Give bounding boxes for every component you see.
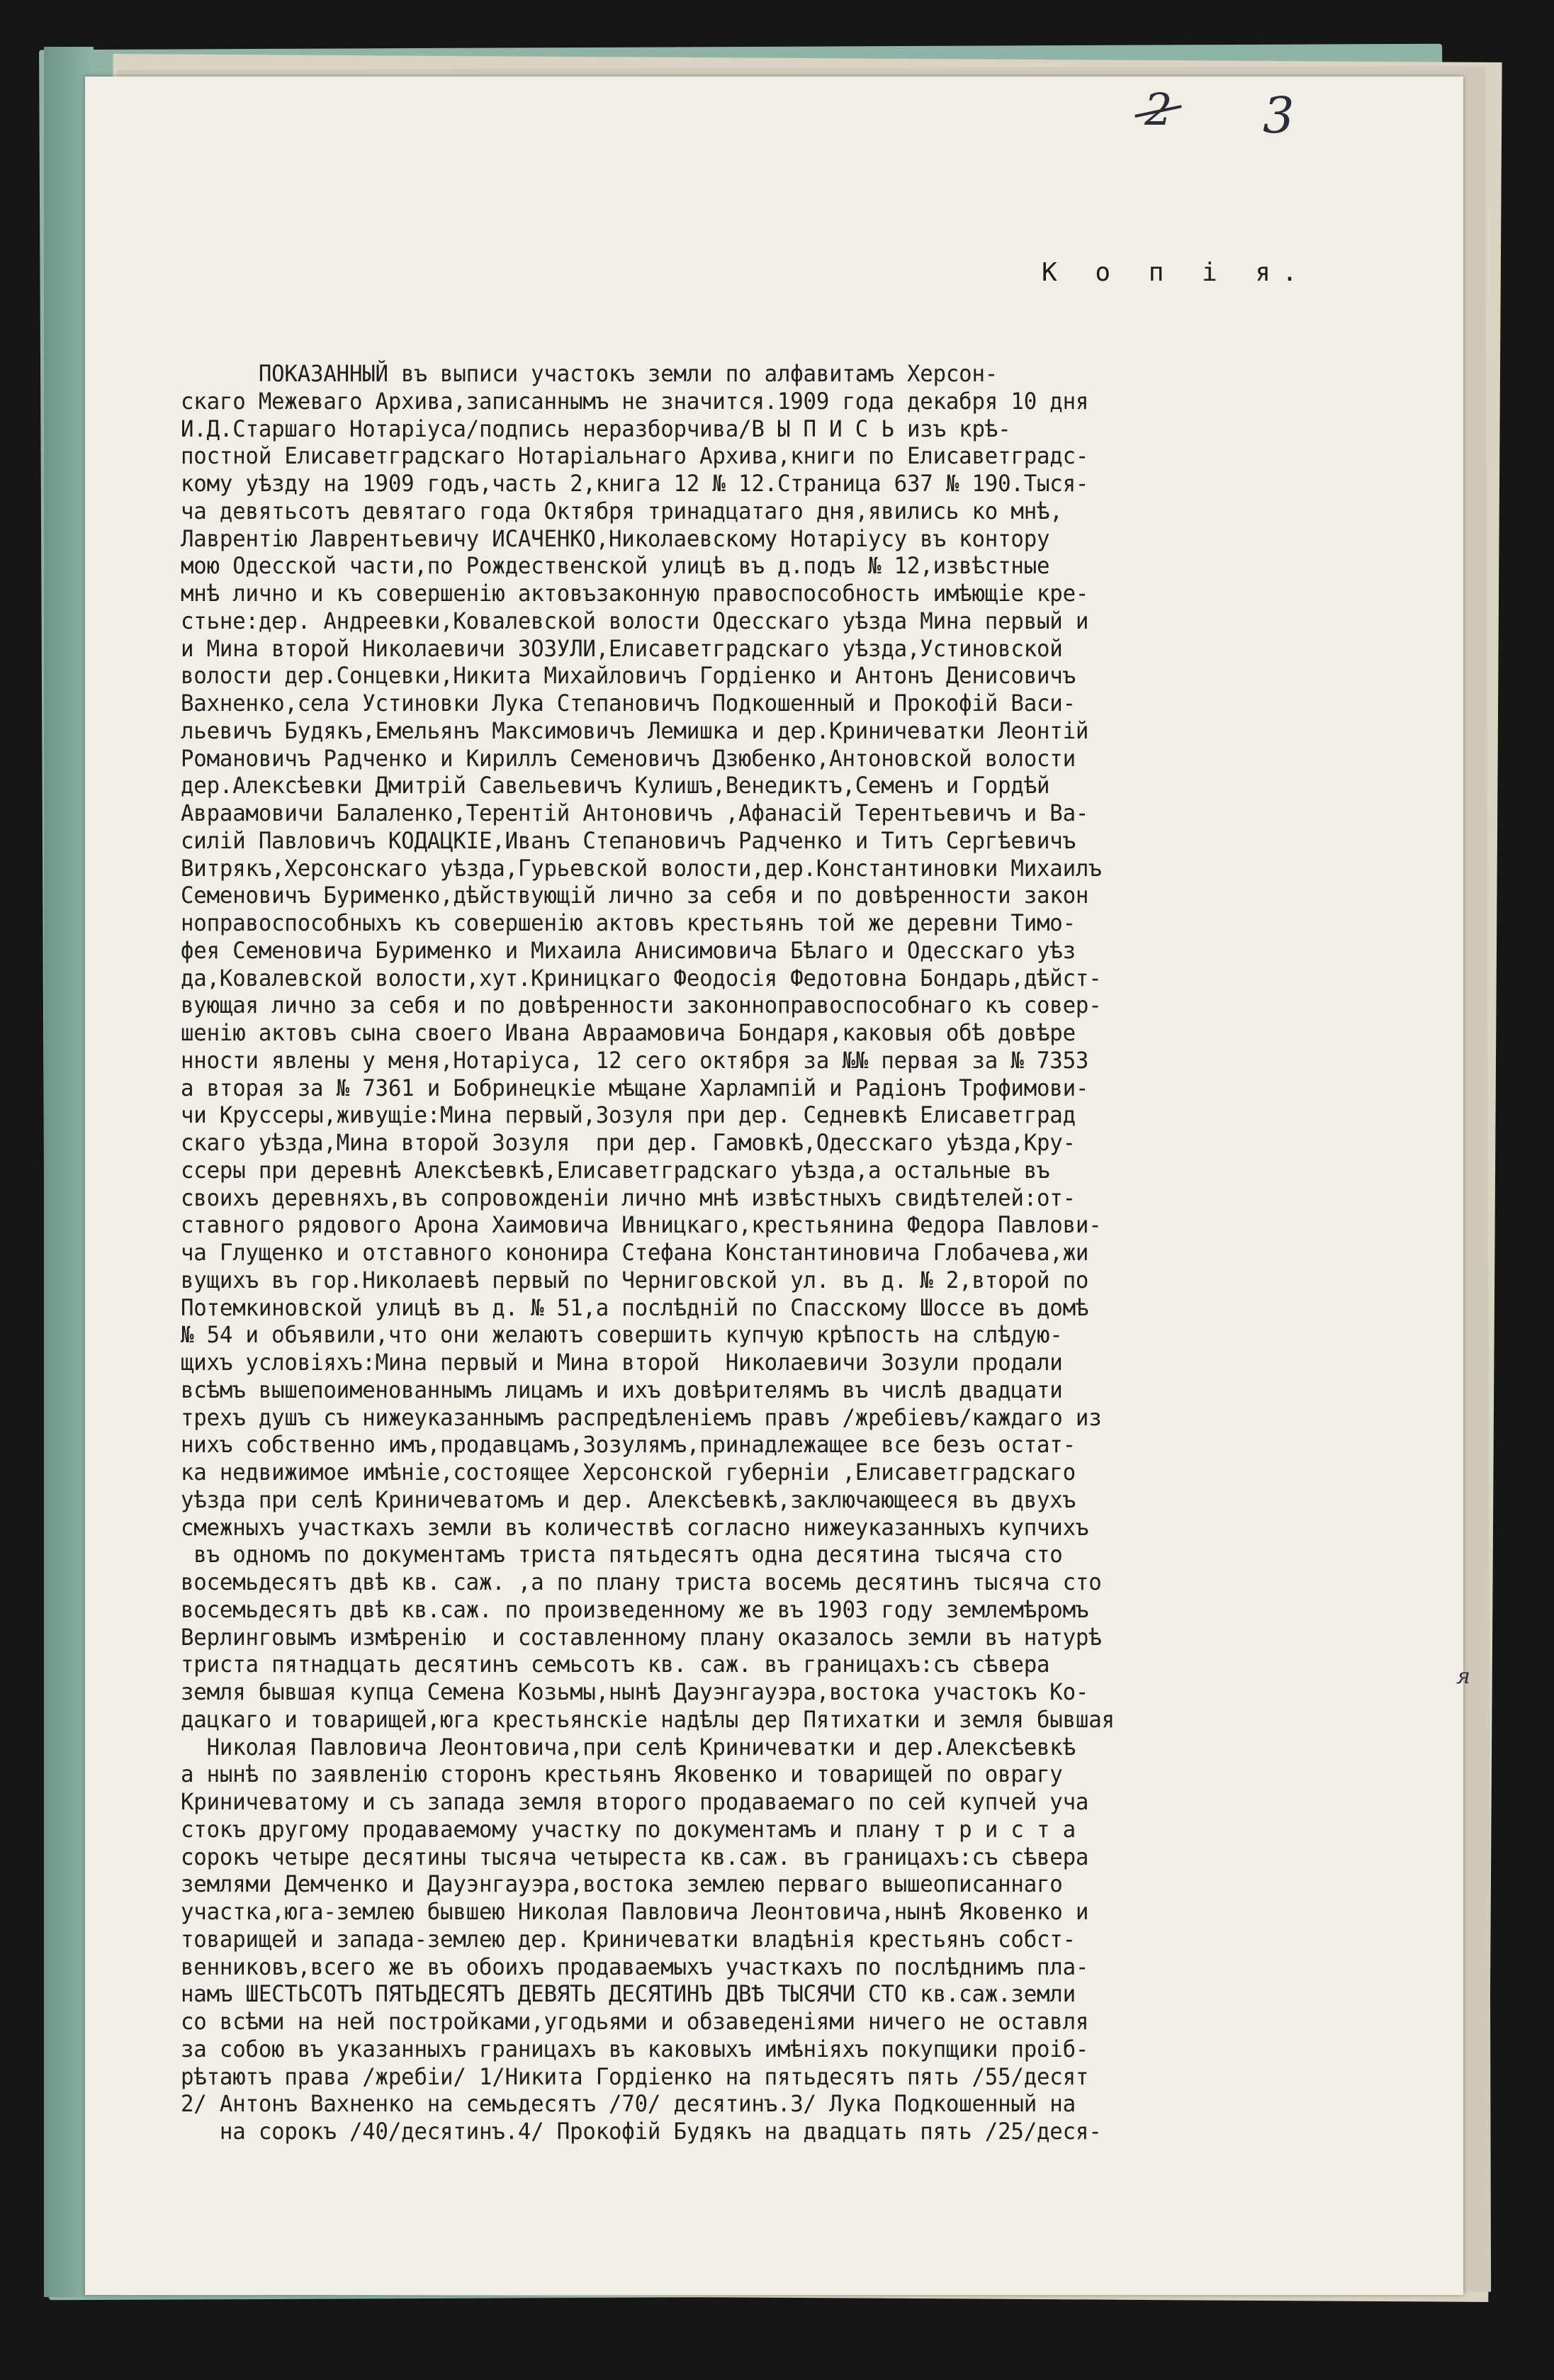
- text-line: ставного рядового Арона Хаимовича Ивницкаго,крестьянина Федора Павлови-: [181, 1211, 1102, 1239]
- text-line: да,Ковалевской волости,хут.Криницкаго Феодосія Федотовна Бондарь,дѣйст-: [181, 964, 1102, 992]
- text-line: дацкаго и товарищей,юга крестьянскіе надѣлы дер Пятихатки и земля бывшая: [181, 1705, 1115, 1733]
- text-line: со всѣми на ней постройками,угодьями и обзаведеніями ничего не оставля: [181, 2008, 1089, 2035]
- text-line: всѣмъ вышепоименованнымъ лицамъ и ихъ довѣрителямъ въ числѣ двадцати: [181, 1376, 1063, 1403]
- text-line: стьне:дер. Андреевки,Ковалевской волости Одесскаго уѣзда Мина первый и: [181, 607, 1089, 634]
- text-line: рѣтаютъ права /жребіи/ 1/Никита Гордіенко на пятьдесятъ пять /55/десят: [181, 2062, 1089, 2090]
- text-line: фея Семеновича Бурименко и Михаила Анисимовича Бѣлаго и Одесскаго уѣз: [181, 936, 1076, 964]
- text-line: на сорокъ /40/десятинъ.4/ Прокофій Будякъ на двадцать пять /25/деся-: [181, 2118, 1102, 2145]
- text-line: Верлинговымъ измѣренію и составленному плану оказалось земли въ натурѣ: [181, 1623, 1102, 1651]
- text-line: скаго уѣзда,Мина второй Зозуля при дер. Гамовкѣ,Одесскаго уѣзда,Кру-: [181, 1129, 1076, 1156]
- text-line: ноправоспособныхъ къ совершенію актовъ крестьянъ той же деревни Тимо-: [181, 909, 1076, 936]
- text-line: ка недвижимое имѣніе,состоящее Херсонской губерніи ,Елисаветградскаго: [181, 1459, 1076, 1486]
- text-line: уѣзда при селѣ Криничеватомъ и дер. Алексѣевкѣ,заключающееся въ двухъ: [181, 1486, 1076, 1513]
- text-line: силій Павловичъ КОДАЦКІЕ,Иванъ Степановичъ Радченко и Титъ Сергѣевичъ: [181, 826, 1076, 854]
- text-line: вующая лично за себя и по довѣренности законноправоспособнаго къ совер-: [181, 992, 1102, 1019]
- text-line: чи Круссеры,живущіе:Мина первый,Зозуля при дер. Седневкѣ Елисаветград: [181, 1101, 1076, 1129]
- text-line: своихъ деревняхъ,въ сопровожденіи лично мнѣ извѣстныхъ свидѣтелей:от-: [181, 1184, 1076, 1211]
- struck-page-number: 2: [1144, 84, 1173, 135]
- text-line: Лаврентію Лаврентьевичу ИСАЧЕНКО,Николаевскому Нотаріусу въ контору: [181, 524, 1050, 552]
- text-line: Авраамовичи Балаленко,Терентій Антоновичъ ,Афанасій Терентьевичъ и Ва-: [181, 799, 1089, 826]
- document-body: [181, 360, 1449, 2145]
- text-line: стокъ другому продаваемому участку по документамъ и плану т р и с т а: [181, 1815, 1076, 1843]
- text-line: триста пятнадцать десятинъ семьсотъ кв. саж. въ границахъ:съ сѣвера: [181, 1651, 1050, 1678]
- text-line: венниковъ,всего же въ обоихъ продаваемыхъ участкахъ по послѣднимъ пла-: [181, 1953, 1089, 1980]
- text-line: волости дер.Сонцевки,Никита Михайловичъ Гордіенко и Антонъ Денисовичъ: [181, 662, 1076, 690]
- text-line: кому уѣзду на 1909 годъ,часть 2,книга 12 № 12.Страница 637 № 190.Тыся-: [181, 470, 1089, 497]
- text-line: мнѣ лично и къ совершенію актовъзаконную правоспособность имѣющіе кре-: [181, 580, 1089, 607]
- text-line: Семеновичъ Бурименко,дѣйствующій лично за себя и по довѣренности закон: [181, 882, 1089, 909]
- text-line: нности явлены у меня,Нотаріуса, 12 сего октября за №№ первая за № 7353: [181, 1046, 1089, 1074]
- text-line: И.Д.Старшаго Нотаріуса/подпись неразборчива/В Ы П И С Ь изъ крѣ-: [181, 415, 1011, 442]
- text-line: а нынѣ по заявленію сторонъ крестьянъ Яковенко и товарищей по оврагу: [181, 1761, 1063, 1788]
- margin-handwritten-mark: я: [1456, 1664, 1470, 1689]
- text-line: намъ ШЕСТЬСОТЪ ПЯТЬДЕСЯТЪ ДЕВЯТЬ ДЕСЯТИНЪ ДВѢ ТЫСЯЧИ СТО кв.саж.земли: [181, 1980, 1076, 2008]
- text-line: шенію актовъ сына своего Ивана Авраамовича Бондаря,каковыя обѣ довѣре: [181, 1019, 1076, 1046]
- text-line: Витрякъ,Херсонскаго уѣзда,Гурьевской волости,дер.Константиновки Михаилъ: [181, 854, 1102, 882]
- text-line: льевичъ Будякъ,Емельянъ Максимовичъ Лемишка и дер.Криничеватки Леонтій: [181, 717, 1089, 744]
- text-line: въ одномъ по документамъ триста пятьдесятъ одна десятина тысяча сто: [181, 1541, 1063, 1568]
- text-line: скаго Межеваго Архива,записаннымъ не значится.1909 года декабря 10 дня: [181, 387, 1089, 415]
- text-line: и Мина второй Николаевичи ЗОЗУЛИ,Елисаветградскаго уѣзда,Устиновской: [181, 634, 1063, 662]
- text-line: нихъ собственно имъ,продавцамъ,Зозулямъ,принадлежащее все безъ остат-: [181, 1431, 1076, 1459]
- text-line: дер.Алексѣевки Дмитрій Савельевичъ Кулишъ,Венедиктъ,Семенъ и Гордѣй: [181, 772, 1050, 799]
- text-line: Вахненко,села Устиновки Лука Степановичъ Подкошенный и Прокофій Васи-: [181, 690, 1076, 717]
- text-line: Николая Павловича Леонтовича,при селѣ Криничеватки и дер.Алексѣевкѣ: [181, 1733, 1076, 1761]
- text-line: а вторая за № 7361 и Бобринецкіе мѣщане Харлампій и Радіонъ Трофимови-: [181, 1074, 1089, 1101]
- text-line: восемьдесятъ двѣ кв.саж. по произведенному же въ 1903 году землемѣромъ: [181, 1595, 1089, 1623]
- text-line: смежныхъ участкахъ земли въ количествѣ согласно нижеуказанныхъ купчихъ: [181, 1513, 1089, 1541]
- text-line: Криничеватому и съ запада земля второго продаваемаго по сей купчей уча: [181, 1788, 1089, 1815]
- text-line: ссеры при деревнѣ Алексѣевкѣ,Елисаветградскаго уѣзда,а остальные въ: [181, 1156, 1050, 1184]
- text-line: участка,юга-землею бывшею Николая Павловича Леонтовича,нынѣ Яковенко и: [181, 1898, 1089, 1925]
- text-line: ча девятьсотъ девятаго года Октября тринадцатаго дня,явились ко мнѣ,: [181, 497, 1063, 524]
- text-line: Потемкиновской улицѣ въ д. № 51,а послѣдній по Спасскому Шоссе въ домѣ: [181, 1293, 1089, 1321]
- text-line: трехъ душъ съ нижеуказаннымъ распредѣленіемъ правъ /жребіевъ/каждаго из: [181, 1403, 1102, 1431]
- text-line: постной Елисаветградскаго Нотаріальнаго Архива,книги по Елисаветградс-: [181, 442, 1089, 470]
- text-line: щихъ условіяхъ:Мина первый и Мина второй Николаевичи Зозули продали: [181, 1349, 1063, 1376]
- text-line: Романовичъ Радченко и Кириллъ Семеновичъ Дзюбенко,Антоновской волости: [181, 744, 1076, 772]
- text-line: № 54 и объявили,что они желаютъ совершить купчую крѣпость на слѣдую-: [181, 1321, 1063, 1349]
- page-number: 3: [1263, 86, 1295, 145]
- text-line: мою Одесской части,по Рождественской улицѣ въ д.подъ № 12,извѣстные: [181, 552, 1050, 580]
- text-line: ПОКАЗАННЫЙ въ выписи участокъ земли по алфавитамъ Херсон-: [181, 360, 998, 387]
- text-line: ча Глущенко и отставного кононира Стефана Константиновича Глобачева,жи: [181, 1239, 1089, 1266]
- text-line: 2/ Антонъ Вахненко на семьдесятъ /70/ десятинъ.3/ Лука Подкошенный на: [181, 2090, 1076, 2118]
- text-line: сорокъ четыре десятины тысяча четыреста кв.саж. въ границахъ:съ сѣвера: [181, 1843, 1089, 1870]
- text-line: восемьдесятъ двѣ кв. саж. ,а по плану триста восемь десятинъ тысяча сто: [181, 1568, 1102, 1595]
- text-line: за собою въ указанныхъ границахъ въ каковыхъ имѣніяхъ покупщики проіб-: [181, 2035, 1089, 2062]
- text-line: товарищей и запада-землею дер. Криничеватки владѣнія крестьянъ собст-: [181, 1925, 1076, 1953]
- text-line: вущихъ въ гор.Николаевѣ первый по Черниговской ул. въ д. № 2,второй по: [181, 1266, 1089, 1293]
- text-line: земля бывшая купца Семена Козьмы,нынѣ Дауэнгауэра,востока участокъ Ко-: [181, 1678, 1089, 1705]
- document-title: К о п і я.: [1042, 258, 1309, 287]
- text-line: землями Демченко и Дауэнгауэра,востока землею перваго вышеописаннаго: [181, 1870, 1063, 1898]
